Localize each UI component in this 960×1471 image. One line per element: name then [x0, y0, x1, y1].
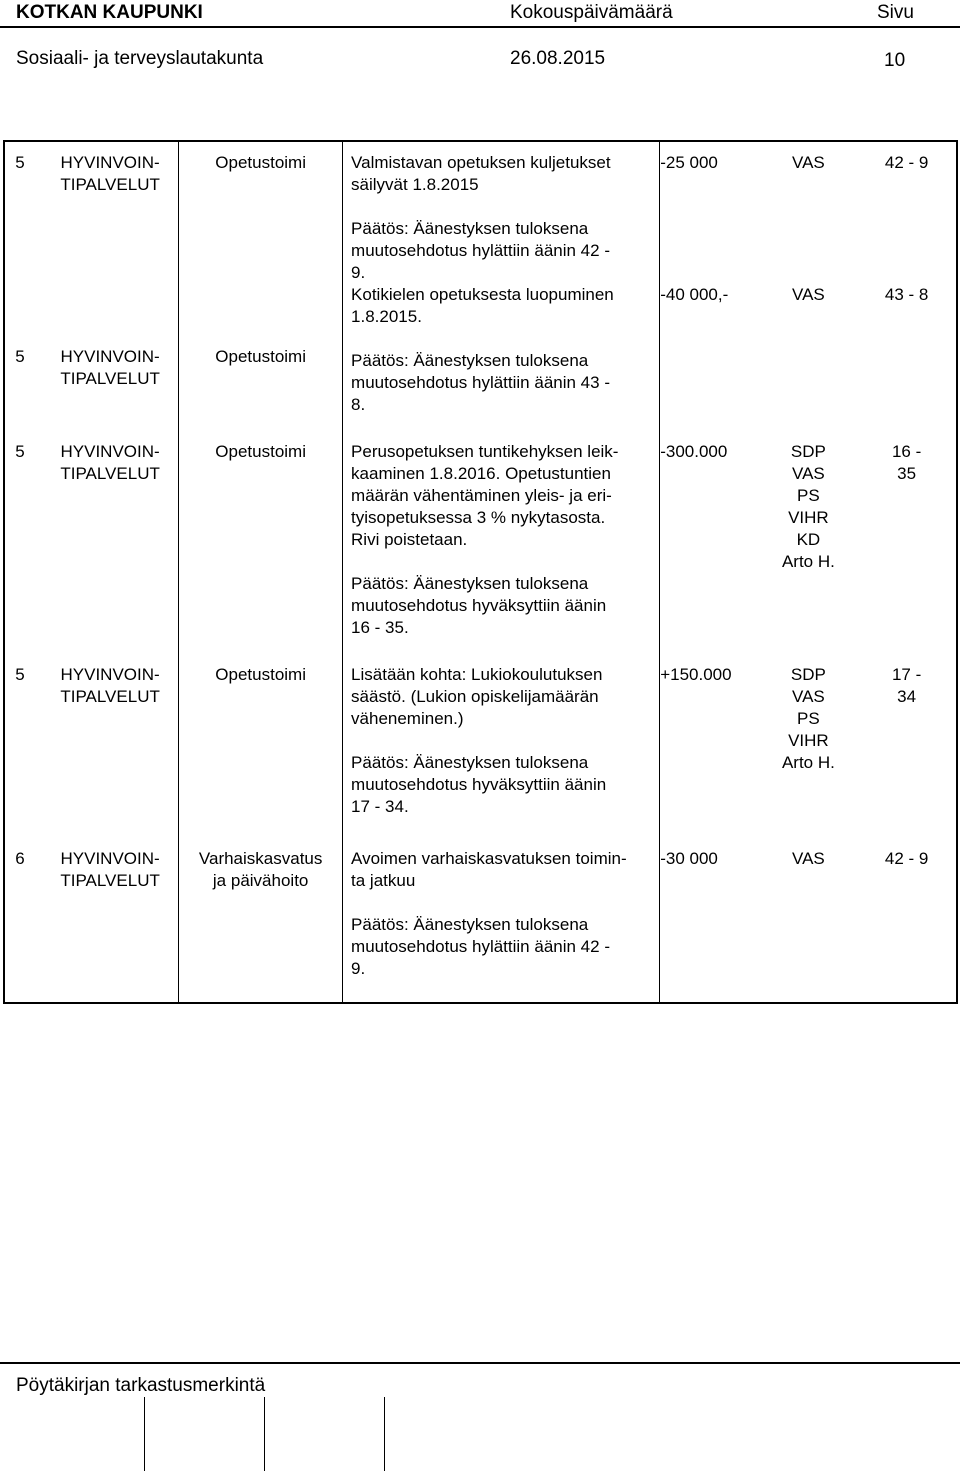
- page-label: Sivu: [877, 2, 914, 23]
- table-row: [4, 141, 957, 284]
- row-number: 5: [15, 665, 25, 684]
- decision-text: Päätös: Äänestyksen tuloksena muutosehdotus hylättiin äänin 43 - 8.: [351, 351, 610, 414]
- unit: Opetustoimi: [215, 347, 306, 366]
- page-number: 10: [884, 50, 906, 71]
- table-row: [4, 284, 957, 416]
- row-number: 5: [15, 442, 25, 461]
- review-signature-area: [0, 1362, 960, 1471]
- votes: 43 - 8: [884, 285, 929, 304]
- table-row: [4, 826, 957, 1003]
- decision-text: Päätös: Äänestyksen tuloksena muutosehdotus hylättiin äänin 42 - 9.: [351, 219, 610, 282]
- votes: 42 - 9: [884, 153, 929, 172]
- service-group: HYVINVOIN- TIPALVELUT: [42, 284, 179, 416]
- unit: Opetustoimi: [215, 665, 306, 684]
- votes: 16 - 35: [857, 416, 957, 639]
- amount: -25 000: [660, 153, 718, 172]
- signature-divider: [384, 1397, 385, 1471]
- amount: -40 000,-: [660, 285, 729, 304]
- signature-divider: [144, 1397, 145, 1471]
- proposal-text: Kotikielen opetuksesta luopuminen 1.8.2015. Päätös: Äänestyksen tuloksena muutosehdotus hylättiin äänin 43 - 8.: [343, 284, 660, 416]
- service-group: HYVINVOIN- TIPALVELUT: [42, 826, 179, 1003]
- board-name: Sosiaali- ja terveyslautakunta: [16, 48, 264, 69]
- table-row: [4, 416, 957, 639]
- amount: -300.000: [660, 442, 728, 461]
- service-group: HYVINVOIN- TIPALVELUT: [42, 639, 179, 826]
- meeting-date-label: Kokouspäivämäärä: [510, 2, 673, 23]
- party: VAS: [792, 153, 825, 172]
- row-number: 5: [15, 347, 25, 366]
- row-number: 6: [15, 849, 25, 868]
- votes: 17 - 34: [857, 639, 957, 826]
- proposal-text: Perusopetuksen tuntikehyksen leik- kaaminen 1.8.2016. Opetustuntien määrän vähentäminen yleis- ja eri- tyisopetuksessa 3 % nykytasosta. Rivi poistetaan. Päätös: Äänestyksen tuloksena muutosehdotus hyväksyttiin äänin 16 - 35.: [343, 416, 660, 639]
- votes: 42 - 9: [884, 849, 929, 868]
- unit: Opetustoimi: [215, 153, 306, 172]
- amount: -30 000: [660, 849, 718, 868]
- amount: +150.000: [660, 665, 732, 684]
- decision-text: Päätös: Äänestyksen tuloksena muutosehdotus hylättiin äänin 42 - 9.: [351, 915, 610, 978]
- proposal-text: Valmistavan opetuksen kuljetukset säilyvät 1.8.2015 Päätös: Äänestyksen tuloksena muutosehdotus hylättiin äänin 42 - 9.: [343, 141, 660, 284]
- org-name: KOTKAN KAUPUNKI: [16, 2, 203, 23]
- unit: Opetustoimi: [215, 442, 306, 461]
- decision-text: Päätös: Äänestyksen tuloksena muutosehdotus hyväksyttiin äänin 17 - 34.: [351, 753, 607, 816]
- party-list: SDP VAS PS VIHR KD Arto H.: [781, 442, 835, 571]
- table-row: [4, 639, 957, 826]
- proposal-text: Lisätään kohta: Lukiokoulutuksen säästö. (Lukion opiskelijamäärän väheneminen.) Päätös: Äänestyksen tuloksena muutosehdotus hyväksyttiin äänin 17 - 34.: [343, 639, 660, 826]
- proposals-table: [3, 140, 958, 1004]
- decision-text: Päätös: Äänestyksen tuloksena muutosehdotus hyväksyttiin äänin 16 - 35.: [351, 574, 607, 637]
- signature-divider: [264, 1397, 265, 1471]
- footer-rule: [0, 1362, 960, 1364]
- party: VAS: [792, 285, 825, 304]
- service-group: HYVINVOIN- TIPALVELUT: [42, 141, 179, 284]
- proposal-text: Avoimen varhaiskasvatuksen toimin- ta jatkuu Päätös: Äänestyksen tuloksena muutosehdotus hylättiin äänin 42 - 9.: [343, 826, 660, 1003]
- header-rule: [0, 26, 960, 28]
- party-list: SDP VAS PS VIHR Arto H.: [781, 665, 835, 772]
- unit: Varhaiskasvatus ja päivähoito: [179, 826, 343, 1003]
- service-group: HYVINVOIN- TIPALVELUT: [42, 416, 179, 639]
- row-number: 5: [15, 153, 25, 172]
- party: VAS: [792, 849, 825, 868]
- meeting-date: 26.08.2015: [510, 48, 606, 69]
- review-signature-label: Pöytäkirjan tarkastusmerkintä: [16, 1375, 266, 1396]
